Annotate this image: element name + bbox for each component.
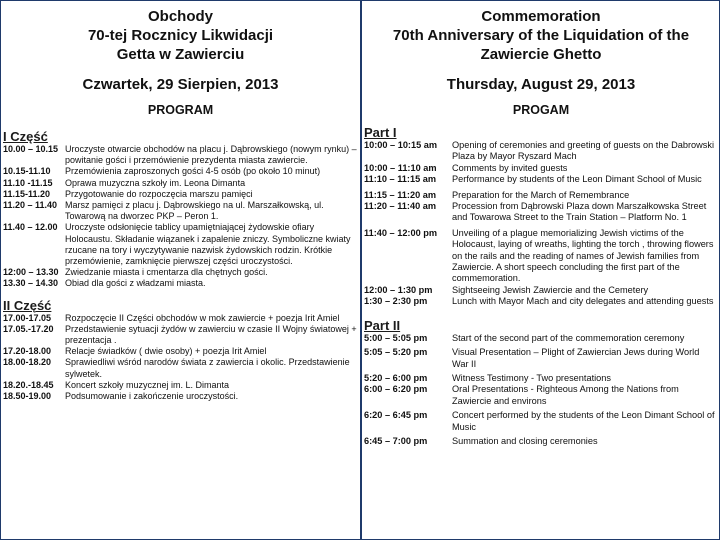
english-part1-heading: Part I	[364, 125, 397, 140]
schedule-desc: Obiad dla gości z władzami miasta.	[65, 278, 206, 289]
schedule-time: 18.00-18.20	[3, 357, 52, 368]
english-title	[364, 7, 718, 64]
schedule-desc: Przedstawienie sytuacji żydów w zawierciu w czasie II Wojny światowej + prezentacja .	[65, 323, 357, 346]
polish-title	[3, 7, 358, 64]
schedule-desc: Start of the second part of the commemoration ceremony	[452, 332, 685, 343]
schedule-time: 10:00 – 10:15 am	[364, 140, 438, 150]
english-title-line-1: Commemoration	[481, 8, 601, 25]
schedule-row	[3, 189, 358, 200]
schedule-time: 17.05.-17.20	[3, 323, 54, 334]
schedule-row	[364, 285, 718, 296]
schedule-desc: Lunch with Mayor Mach and city delegates and attending guests	[452, 296, 714, 307]
schedule-row	[364, 296, 718, 307]
schedule-time: 11:20 – 11:40 am	[364, 201, 437, 212]
schedule-time: 6:00 – 6:20 pm	[364, 384, 428, 395]
english-part1-list	[364, 140, 718, 308]
schedule-desc: Witness Testimony - Two presentations	[452, 372, 611, 383]
schedule-desc: Summation and closing ceremonies	[452, 435, 598, 446]
schedule-row	[364, 163, 718, 174]
polish-column	[3, 0, 358, 540]
polish-part1-heading: I Część	[3, 129, 48, 144]
polish-title-line-1: Obchody	[147, 8, 213, 25]
schedule-desc: Koncert szkoły muzycznej im. L. Dimanta	[65, 379, 230, 390]
schedule-row	[3, 178, 358, 189]
schedule-time: 10:00 – 11:10 am	[364, 162, 437, 173]
schedule-time: 12:00 – 1:30 pm	[364, 284, 433, 295]
schedule-row	[364, 333, 718, 344]
schedule-row	[364, 436, 718, 447]
schedule-time: 11:15 – 11:20 am	[364, 189, 437, 200]
schedule-row	[3, 346, 358, 357]
schedule-desc: Visual Presentation – Plight of Zawiercian Jews during World War II	[452, 347, 700, 369]
schedule-row	[364, 384, 718, 407]
schedule-time: 11.10 -11.15	[3, 177, 53, 188]
schedule-row	[3, 166, 358, 177]
schedule-time: 1:30 – 2:30 pm	[364, 296, 428, 307]
schedule-desc: Zwiedzanie miasta i cmentarza dla chętnych gości.	[65, 267, 268, 278]
schedule-row	[3, 380, 358, 391]
schedule-desc: Oral Presentations - Righteous Among the Nations from Zawiercie and environs	[452, 384, 679, 406]
schedule-time: 12:00 – 13.30	[3, 267, 59, 278]
polish-date: Czwartek, 29 Sierpien, 2013	[82, 76, 279, 93]
schedule-desc: Comments by invited guests	[452, 162, 568, 173]
schedule-desc: Uroczyste odsłonięcie tablicy upamiętniającej żydowskie ofiary Holocaustu. Składanie wiązanek i zapalenie zniczy. Symboliczne kwiaty rzucane na tory i wyczytywanie nazwisk żydowskich rodzin. Krótkie przemówienie, zamknięcie pierwszej części uroczystości.	[65, 222, 351, 267]
schedule-desc: Uroczyste otwarcie obchodów na placu j. Dąbrowskiego (nowym rynku) – powitanie gości i przemówienie prezydenta miasta zawiercie.	[65, 144, 357, 166]
english-part2-heading: Part II	[364, 317, 401, 333]
schedule-row	[364, 347, 718, 370]
schedule-row	[3, 222, 358, 267]
schedule-desc: Procession from Dąbrowski Plaza down Marszałkowska Street and Towarowa Street to the Train Station – Platform No. 1	[452, 201, 707, 223]
schedule-time: 11:10 – 11:15 am	[364, 174, 437, 185]
schedule-row	[3, 313, 358, 324]
schedule-time: 17.00-17.05	[3, 312, 52, 323]
schedule-desc: Marsz pamięci z placu j. Dąbrowskiego na ul. Marszałkowską, ul. Towarową na dworzec PKP – Peron 1.	[65, 200, 324, 222]
schedule-desc: Przemówienia zaproszonych gości 4-5 osób (po około 10 minut)	[65, 166, 321, 177]
schedule-desc: Sightseeing Jewish Zawiercie and the Cemetery	[452, 284, 649, 295]
english-title-line-2: 70th Anniversary of the Liquidation of the	[392, 27, 690, 44]
schedule-row	[364, 190, 718, 201]
english-title-line-3: Zawiercie Ghetto	[480, 46, 602, 63]
english-part2-list	[364, 333, 718, 448]
polish-part2-heading: II Część	[3, 297, 52, 313]
schedule-desc: Unveiling of a plague memorializing Jewish victims of the Holocaust, laying of wreaths, lighting the torch , throwing flowers on the rails and the reading of names of Jewish families from Zawiercie. A short speech concluding the first part of the commemoration.	[452, 227, 714, 284]
schedule-time: 11.20 – 11.40	[3, 200, 58, 211]
schedule-time: 6:45 – 7:00 pm	[364, 435, 428, 446]
polish-part1-list	[3, 144, 358, 290]
schedule-time: 11:40 – 12:00 pm	[364, 227, 438, 238]
schedule-time: 10.00 – 10.15	[3, 144, 59, 154]
schedule-row	[3, 278, 358, 289]
polish-title-line-2: 70-tej Rocznicy Likwidacji	[87, 27, 274, 44]
schedule-row	[364, 410, 718, 433]
schedule-row	[3, 391, 358, 402]
schedule-row	[364, 140, 718, 163]
schedule-desc: Performance by students of the Leon Dimant School of Music	[452, 174, 702, 185]
schedule-time: 6:20 – 6:45 pm	[364, 410, 428, 421]
schedule-desc: Preparation for the March of Remembrance	[452, 189, 630, 200]
schedule-time: 13.30 – 14.30	[3, 278, 59, 289]
schedule-desc: Rozpoczęcie II Części obchodów w mok zawiercie + poezja Irit Amiel	[65, 312, 340, 323]
schedule-time: 18.20.-18.45	[3, 379, 54, 390]
schedule-row	[364, 373, 718, 384]
schedule-time: 18.50-19.00	[3, 391, 52, 402]
schedule-desc: Opening of ceremonies and greeting of guests on the Dabrowski Plaza by Mayor Ryszard Mach	[452, 140, 715, 162]
schedule-time: 5:20 – 6:00 pm	[364, 372, 428, 383]
schedule-time: 11.15-11.20	[3, 188, 51, 199]
schedule-row	[3, 267, 358, 278]
schedule-row	[3, 357, 358, 379]
polish-title-line-3: Getta w Zawierciu	[116, 46, 245, 63]
schedule-row	[364, 228, 718, 285]
schedule-time: 11.40 – 12.00	[3, 222, 58, 233]
english-column	[364, 0, 718, 540]
schedule-time: 5:05 – 5:20 pm	[364, 347, 428, 358]
english-date: Thursday, August 29, 2013	[446, 76, 636, 93]
schedule-row	[3, 144, 358, 166]
schedule-time: 5:00 – 5:05 pm	[364, 332, 428, 343]
polish-program-label: PROGRAM	[147, 103, 214, 117]
schedule-desc: Podsumowanie i zakończenie uroczystości.	[65, 391, 239, 402]
polish-part2-list	[3, 313, 358, 403]
schedule-desc: Oprawa muzyczna szkoły im. Leona Dimanta	[65, 177, 246, 188]
english-program-label: PROGAM	[512, 103, 570, 117]
schedule-row	[364, 201, 718, 224]
schedule-desc: Przygotowanie do rozpoczęcia marszu pamięci	[65, 188, 253, 199]
schedule-time: 10.15-11.10	[3, 166, 51, 177]
schedule-desc: Relacje świadków ( dwie osoby) + poezja Irit Amiel	[65, 346, 267, 357]
schedule-desc: Concert performed by the students of the Leon Dimant School of Music	[452, 410, 715, 432]
schedule-time: 17.20-18.00	[3, 346, 52, 357]
schedule-row	[364, 174, 718, 185]
schedule-row	[3, 324, 358, 346]
column-divider	[360, 0, 362, 540]
schedule-row	[3, 200, 358, 222]
schedule-desc: Sprawiedliwi wśród narodów świata z zawiercia i okolic. Przedstawienie sylwetek.	[65, 357, 350, 379]
